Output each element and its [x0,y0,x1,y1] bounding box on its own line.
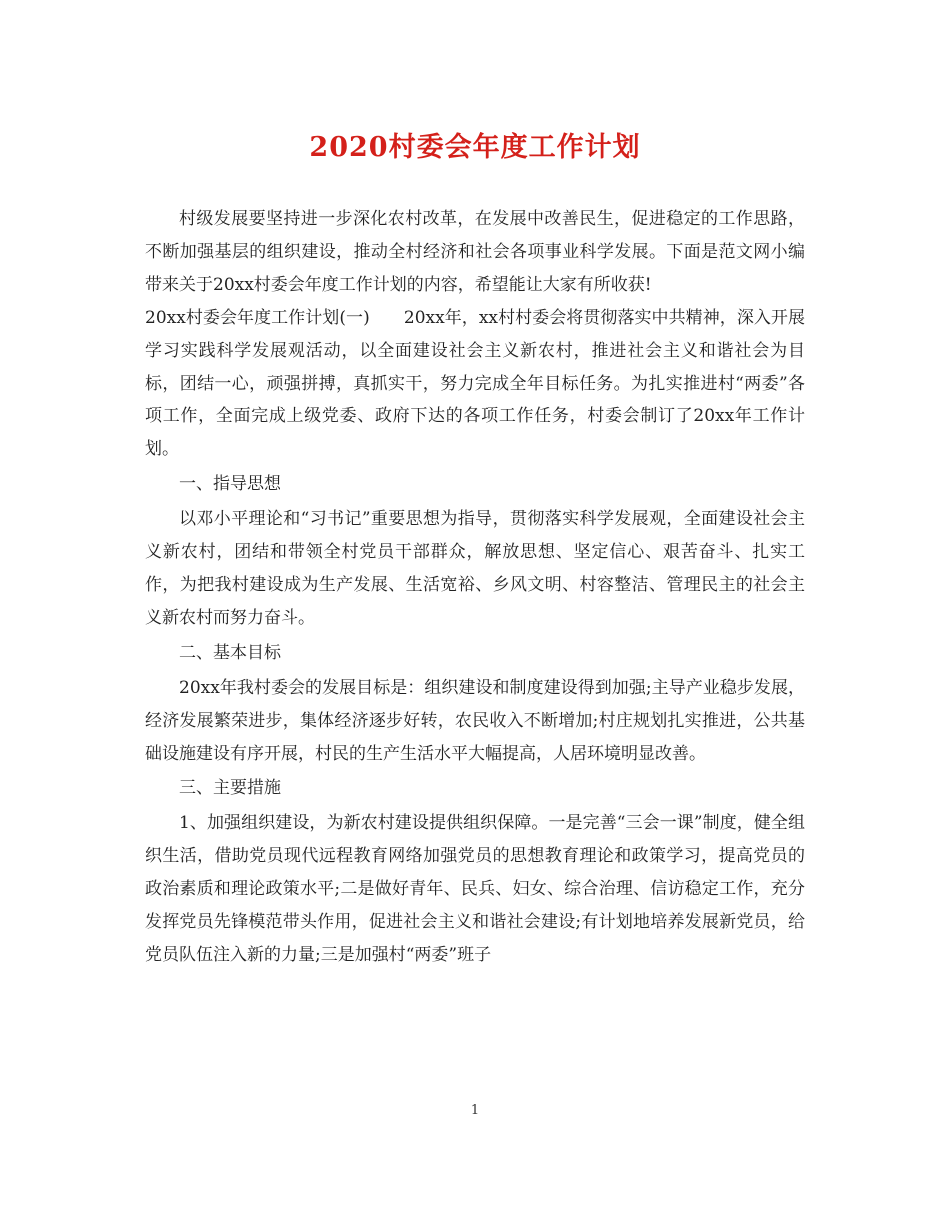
section-heading-main-measures: 三、主要措施 [179,778,281,799]
document-body [145,203,805,972]
document-title: 2020村委会年度工作计划 [309,132,641,163]
section-heading-basic-goals: 二、基本目标 [179,642,281,663]
section-heading-guiding-thought: 一、指导思想 [179,474,281,495]
plan-one-paragraph: 20xx村委会年度工作计划(一) 20xx年，xx村村委会将贯彻落实中共精神，深入开展学习实践科学发展观活动，以全面建设社会主义新农村，推进社会主义和谐社会为目标，团结一心，顽强拼搏，真抓实干，努力完成全年目标任务。为扎实推进村“两委”各项工作，全面完成上级党委、政府下达的各项工作任务，村委会制订了20xx年工作计划。 [145,307,805,460]
section-text-basic-goals: 20xx年我村委会的发展目标是：组织建设和制度建设得到加强;主导产业稳步发展，经济发展繁荣进步，集体经济逐步好转，农民收入不断增加;村庄规划扎实推进，公共基础设施建设有序开展，村民的生产生活水平大幅提高，人居环境明显改善。 [145,677,805,764]
page-number: 1 [470,1103,480,1118]
intro-paragraph: 村级发展要坚持进一步深化农村改革，在发展中改善民生，促进稳定的工作思路，不断加强基层的组织建设，推动全村经济和社会各项事业科学发展。下面是范文网小编带来关于20xx村委会年度工作计划的内容，希望能让大家有所收获! [145,209,805,295]
section-text-main-measures: 1、加强组织建设，为新农村建设提供组织保障。一是完善“三会一课”制度，健全组织生活，借助党员现代远程教育网络加强党员的思想教育理论和政策学习，提高党员的政治素质和理论政策水平;二是做好青年、民兵、妇女、综合治理、信访稳定工作，充分发挥党员先锋模范带头作用，促进社会主义和谐社会建设;有计划地培养发展新党员，给党员队伍注入新的力量;三是加强村“两委”班子 [145,813,805,965]
section-text-guiding-thought: 以邓小平理论和“习书记”重要思想为指导，贯彻落实科学发展观，全面建设社会主义新农村，团结和带领全村党员干部群众，解放思想、坚定信心、艰苦奋斗、扎实工作，为把我村建设成为生产发展、生活宽裕、乡风文明、村容整洁、管理民主的社会主义新农村而努力奋斗。 [145,509,805,628]
